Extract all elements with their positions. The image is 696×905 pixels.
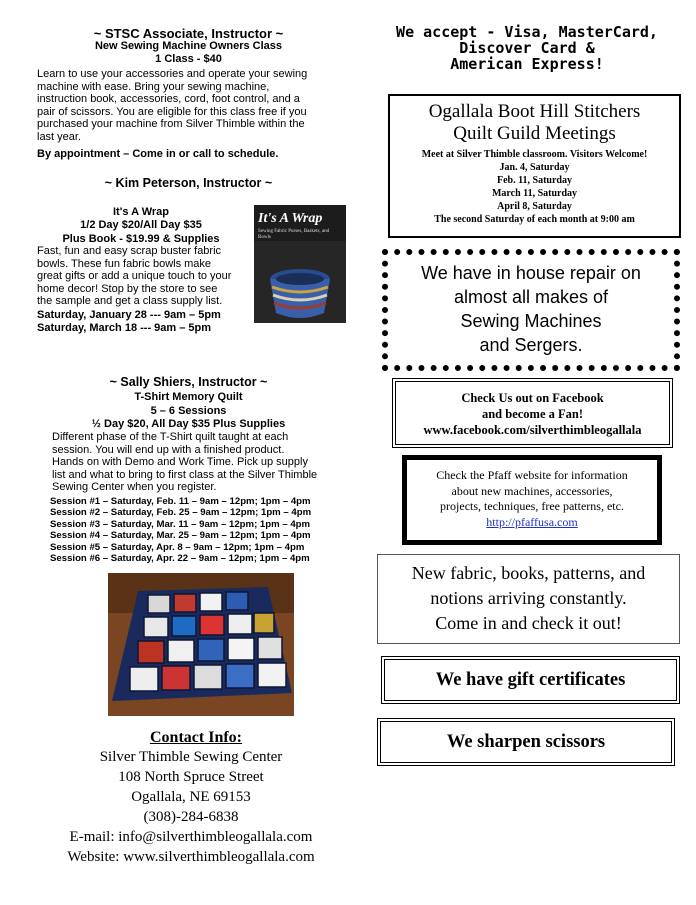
associate-class-title: New Sewing Machine Owners Class [94,40,283,52]
pfaff-link[interactable]: http://pfaffusa.com [486,514,578,529]
sally-heading: ~ Sally Shiers, Instructor ~ [109,375,268,389]
guild-subtitle: Quilt Guild Meetings [453,123,616,144]
kim-price-line2: Plus Book - $19.99 & Supplies [62,233,220,245]
session-item: Session #2 – Saturday, Feb. 25 – 9am – 12pm; 1pm – 4pm [50,507,312,519]
facebook-box: Check Us out on Facebook and become a Fan! www.facebook.com/silverthimbleogallala [392,378,673,448]
sally-sessions-count: 5 – 6 Sessions [150,405,227,417]
session-item: Session #1 – Saturday, Feb. 11 – 9am – 12pm; 1pm – 4pm [50,496,311,507]
contact-heading: Contact Info: [150,729,242,746]
book-cover-image [254,205,346,323]
associate-description: Learn to use your accessories and operate your sewing machine with ease. Bring your sewing machine, instruction book, accessories, cord, foot control, and a pair of scissors. You are eligible for this class free if you purchased your machine from Silver Thimble within the last year. [37,68,308,143]
session-item: Session #5 – Saturday, Apr. 8 – 9am – 12pm; 1pm – 4pm [50,541,305,553]
kim-price-line1: 1/2 Day $20/All Day $35 [80,219,202,231]
contact-phone: (308)-284-6838 [143,809,239,825]
gift-certificates-label: We have gift certificates [435,670,626,690]
kim-description: Fast, fun and easy scrap buster fabric bowls. These fun fabric bowls make great gifts or add a unique touch to your home decor! Stop by the store to see the sample and get a class supply list. [37,245,232,308]
contact-street: 108 North Spruce Street [118,769,264,785]
contact-email[interactable]: E-mail: info@silverthimbleogallala.com [69,829,313,845]
guild-title: Ogallala Boot Hill Stitchers [428,101,641,122]
gift-certificates-box [381,656,680,704]
facebook-link[interactable]: www.facebook.com/silverthimbleogallala [423,423,642,437]
guild-note: The second Saturday of each month at 9:00 am [434,214,635,225]
associate-appointment: By appointment – Come in or call to schedule. [37,148,279,160]
payment-methods: We accept - Visa, MasterCard, Discover Card & American Express! [396,23,658,73]
guild-meetings-box [388,94,681,238]
repair-box: We have in house repair on almost all makes of Sewing Machines and Sergers. [382,249,680,371]
tshirt-quilt-photo [108,573,294,716]
contact-name: Silver Thimble Sewing Center [99,749,283,765]
new-arrivals-box: New fabric, books, patterns, and notions arriving constantly. Come in and check it out! [377,554,680,644]
contact-details [26,747,356,867]
guild-dates: Jan. 4, Saturday Feb. 11, Saturday March 11, Saturday April 8, Saturday [491,162,578,212]
sharpen-scissors-label: We sharpen scissors [446,732,606,752]
contact-website[interactable]: Website: www.silverthimbleogallala.com [67,849,315,865]
book-cover-subtitle: Sewing Fabric Purses, Baskets, and Bowls [258,229,330,240]
associate-heading: ~ STSC Associate, Instructor ~ [93,26,284,41]
sally-price: ½ Day $20, All Day $35 Plus Supplies [91,418,286,430]
session-item: Session #4 – Saturday, Mar. 25 – 9am – 12pm; 1pm – 4pm [50,530,311,542]
session-item: Session #6 – Saturday, Apr. 22 – 9am – 12pm; 1pm – 4pm [50,553,310,565]
sally-class-title: T-Shirt Memory Quilt [134,391,243,403]
kim-class-title: It's A Wrap [113,206,169,218]
kim-heading: ~ Kim Peterson, Instructor ~ [104,176,273,190]
kim-dates: Saturday, January 28 --- 9am – 5pm Saturday, March 18 --- 9am – 5pm [37,309,221,334]
sally-description: Different phase of the T-Shirt quilt taught at each session. You will end up with a finished product. Hands on with Demo and Work Time. Pick up supply list and what to bring to first class at the Silver Thimble Sewing Center when you register. [52,431,318,494]
pfaff-box: Check the Pfaff website for information about new machines, accessories, projects, techniques, free patterns, etc. http://pfaffusa.com [402,455,662,545]
contact-city: Ogallala, NE 69153 [131,789,251,805]
sharpen-scissors-box [377,718,675,766]
session-item: Session #3 – Saturday, Mar. 11 – 9am – 12pm; 1pm – 4pm [50,518,311,530]
associate-price: 1 Class - $40 [155,53,222,65]
guild-location: Meet at Silver Thimble classroom. Visitors Welcome! [421,149,648,160]
sally-session-list [50,496,345,564]
book-cover-title: It's A Wrap [258,211,323,226]
